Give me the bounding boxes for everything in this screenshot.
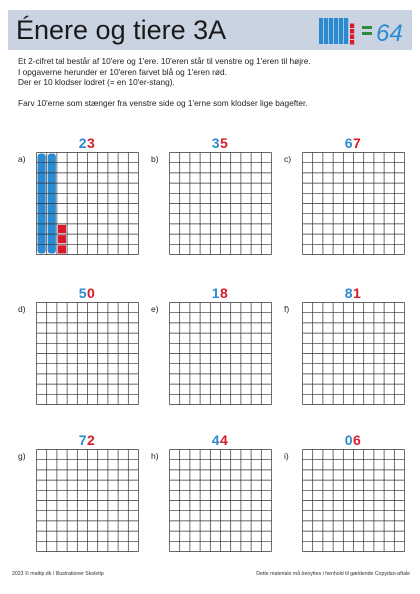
base-ten-logo-icon	[318, 16, 406, 46]
task-number	[169, 432, 271, 448]
task-number	[302, 285, 404, 301]
task-letter: c)	[284, 154, 292, 164]
task-letter: i)	[284, 451, 289, 461]
tens-digit: 8	[344, 285, 353, 301]
task-letter: h)	[151, 451, 159, 461]
ones-block	[58, 235, 66, 243]
intro-line-1: Et 2-cifret tal består af 10'ere og 1'ere. 10'eren står til venstre og 1'eren til højre.	[18, 56, 311, 66]
grid-10x10[interactable]	[36, 449, 139, 552]
tens-digit: 1	[211, 285, 220, 301]
grid-10x10[interactable]	[302, 449, 405, 552]
intro-line-2: I opgaverne herunder er 10'eren farvet blå og 1'eren rød.	[18, 66, 227, 77]
ones-digit: 8	[220, 285, 229, 301]
ones-digit: 7	[353, 135, 362, 151]
task-number	[302, 135, 404, 151]
grid-10x10[interactable]	[302, 302, 405, 405]
intro-text	[18, 56, 413, 108]
task-number	[169, 135, 271, 151]
grid-10x10[interactable]	[36, 302, 139, 405]
task-b	[151, 135, 271, 258]
task-number	[302, 432, 404, 448]
task-letter: e)	[151, 304, 159, 314]
ones-block	[58, 245, 66, 253]
ones-block	[58, 225, 66, 233]
instruction-line: Farv 10'erne som stænger fra venstre side og 1'erne som klodser lige bagefter.	[18, 97, 308, 108]
task-number	[169, 285, 271, 301]
ones-digit: 3	[87, 135, 96, 151]
task-number	[36, 285, 138, 301]
task-letter: b)	[151, 154, 159, 164]
task-letter: a)	[18, 154, 26, 164]
task-i	[284, 432, 404, 555]
task-number	[36, 432, 138, 448]
footer-license: Dette materiale må benyttes i henhold til gældende Copydan-aftale	[256, 571, 410, 577]
task-letter: g)	[18, 451, 26, 461]
task-letter: d)	[18, 304, 26, 314]
intro-line-3: Der er 10 klodser lodret (= en 10'er-stang).	[18, 77, 175, 87]
task-g	[18, 432, 138, 555]
tens-digit: 5	[78, 285, 87, 301]
ones-digit: 5	[220, 135, 229, 151]
tens-digit: 2	[78, 135, 87, 151]
ones-digit: 4	[220, 432, 229, 448]
grid-10x10[interactable]	[169, 302, 272, 405]
ones-digit: 6	[353, 432, 362, 448]
task-letter: f)	[284, 304, 290, 314]
task-number	[36, 135, 138, 151]
task-h	[151, 432, 271, 555]
task-e	[151, 285, 271, 408]
header-bar	[8, 10, 412, 50]
ones-digit: 1	[353, 285, 362, 301]
ones-digit: 0	[87, 285, 96, 301]
ones-digit: 2	[87, 432, 96, 448]
grid-10x10[interactable]	[169, 449, 272, 552]
tens-digit: 6	[344, 135, 353, 151]
task-f	[284, 285, 404, 408]
footer-copyright: 2023 © mattip.dk / Illustrationer Skoletip	[12, 571, 104, 577]
tens-digit: 3	[211, 135, 220, 151]
grid-10x10[interactable]	[302, 152, 405, 255]
tens-digit: 7	[78, 432, 87, 448]
task-d	[18, 285, 138, 408]
page-title: Énere og tiere 3A	[16, 15, 227, 45]
task-c	[284, 135, 404, 258]
task-a	[18, 135, 138, 258]
svg-text:64: 64	[376, 20, 403, 46]
grid-10x10[interactable]	[36, 152, 139, 255]
tens-digit: 0	[344, 432, 353, 448]
grid-10x10[interactable]	[169, 152, 272, 255]
tens-digit: 4	[211, 432, 220, 448]
